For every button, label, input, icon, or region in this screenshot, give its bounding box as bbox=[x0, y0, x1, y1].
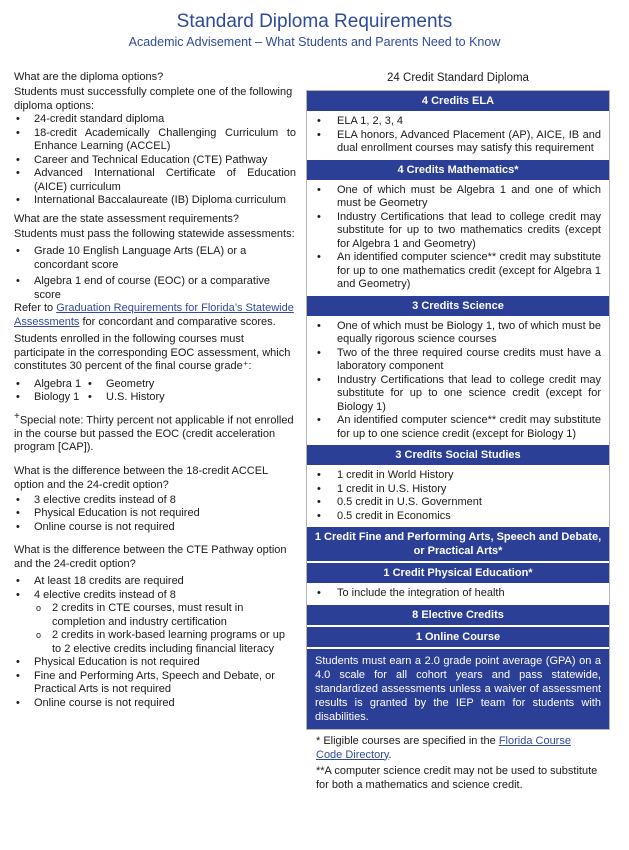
list-item: • Algebra 1 bbox=[14, 378, 86, 392]
list-item: • 24-credit standard diploma bbox=[14, 113, 296, 127]
table-title: 24 Credit Standard Diploma bbox=[387, 72, 529, 84]
science-cell bbox=[307, 316, 609, 446]
requirements-table bbox=[306, 70, 610, 792]
ela-cell bbox=[307, 111, 609, 160]
requirements-box bbox=[306, 90, 610, 730]
science-header: 3 Credits Science bbox=[307, 296, 609, 316]
list-item: • 0.5 credit in Economics bbox=[315, 510, 601, 524]
question-cte-difference: What is the difference between the CTE Pathway option and the 24-credit option? bbox=[14, 544, 287, 571]
online-header: 1 Online Course bbox=[307, 627, 609, 649]
list-item: • Advanced International Certificate of Education (AICE) curriculum bbox=[14, 167, 296, 194]
list-subitem: o 2 credits in CTE courses, must result in completion and industry certification bbox=[14, 602, 296, 629]
question-diploma-options: What are the diploma options? bbox=[14, 71, 164, 83]
footnote-end: . bbox=[388, 748, 392, 761]
special-note bbox=[14, 410, 296, 455]
list-item: • Algebra 1 end of course (EOC) or a comparative score bbox=[14, 275, 296, 302]
eoc-col-1 bbox=[14, 378, 86, 405]
list-item: • One of which must be Biology 1, two of which must be equally rigorous science courses bbox=[315, 320, 601, 347]
paragraph-refer bbox=[14, 302, 296, 329]
list-item: • Industry Certifications that lead to college credit may substitute for up to two mathematics credits (except for Algebra 1 and Geometry) bbox=[315, 211, 601, 252]
question-accel-difference: What is the difference between the 18-credit ACCEL option and the 24-credit option? bbox=[14, 464, 268, 491]
cte-diff-list bbox=[14, 575, 296, 710]
list-item: • Biology 1 bbox=[14, 391, 86, 405]
course-code-directory-link[interactable]: Florida Course Code Directory bbox=[316, 734, 571, 761]
arts-header: 1 Credit Fine and Performing Arts, Speech and Debate, or Practical Arts* bbox=[307, 527, 609, 563]
eoc-col-2 bbox=[86, 378, 206, 405]
social-studies-header: 3 Credits Social Studies bbox=[307, 445, 609, 465]
social-studies-cell bbox=[307, 465, 609, 527]
page-subtitle: Academic Advisement – What Students and Parents Need to Know bbox=[128, 35, 501, 49]
note-mark: + bbox=[14, 410, 20, 422]
list-item: • At least 18 credits are required bbox=[14, 575, 296, 589]
eoc-course-list bbox=[14, 378, 296, 405]
graduation-requirements-link[interactable]: Graduation Requirements for Florida’s Statewide Assessments bbox=[14, 302, 294, 328]
question-state-assessments: What are the state assessment requirements? bbox=[14, 212, 239, 225]
list-item: • Physical Education is not required bbox=[14, 507, 296, 521]
footnote-2: **A computer science credit may not be used to substitute for both a mathematics and science credit. bbox=[316, 764, 598, 791]
note-text: Special note: Thirty percent not applicable if not enrolled in the course but passed the EOC (credit acceleration program [CAP]). bbox=[14, 414, 294, 454]
list-item: • 4 elective credits instead of 8 bbox=[14, 589, 296, 603]
list-item: • Career and Technical Education (CTE) Pathway bbox=[14, 154, 296, 168]
list-item: • Physical Education is not required bbox=[14, 656, 296, 670]
elective-header: 8 Elective Credits bbox=[307, 605, 609, 627]
accel-diff-list bbox=[14, 494, 296, 535]
math-cell bbox=[307, 180, 609, 296]
list-item: • One of which must be Algebra 1 and one of which must be Geometry bbox=[315, 184, 601, 211]
list-item: • Fine and Performing Arts, Speech and Debate, or Practical Arts is not required bbox=[14, 670, 296, 697]
list-item: • ELA honors, Advanced Placement (AP), AICE, IB and dual enrollment courses may satisfy this requirement bbox=[315, 129, 601, 156]
list-subitem: o 2 credits in work-based learning programs or up to 2 elective credits including financial literacy bbox=[14, 629, 296, 656]
paragraph-eoc: Students enrolled in the following courses must participate in the corresponding EOC assessment, which constitutes 30 percent of the final course grade⁺: bbox=[14, 333, 291, 372]
list-item: • An identified computer science** credit may substitute for up to one mathematics credit (except for Algebra 1 and Geometry) bbox=[315, 251, 601, 292]
refer-text: Refer to bbox=[14, 302, 57, 314]
faq-column bbox=[14, 70, 296, 710]
list-item: • ELA 1, 2, 3, 4 bbox=[315, 115, 601, 129]
list-item: • Online course is not required bbox=[14, 521, 296, 535]
gpa-requirement: Students must earn a 2.0 grade point average (GPA) on a 4.0 scale for all cohort years and pass statewide, standardized assessments unless a waiver of assessment results is granted by the IEP team for students with disabilities. bbox=[307, 649, 609, 729]
math-header: 4 Credits Mathematics* bbox=[307, 160, 609, 180]
list-item: • 0.5 credit in U.S. Government bbox=[315, 496, 601, 510]
footnote-text: * Eligible courses are specified in the bbox=[316, 734, 499, 747]
list-item: • Two of the three required course credits must have a laboratory component bbox=[315, 347, 601, 374]
paragraph-assessments-intro: Students must pass the following statewide assessments: bbox=[14, 227, 295, 240]
footnote-1 bbox=[306, 730, 610, 762]
list-item: • Online course is not required bbox=[14, 697, 296, 711]
refer-text-end: for concordant and comparative scores. bbox=[79, 315, 276, 328]
list-item: • 1 credit in U.S. History bbox=[315, 483, 601, 497]
list-item: • To include the integration of health bbox=[315, 587, 601, 601]
page-title: Standard Diploma Requirements bbox=[176, 11, 453, 32]
pe-header: 1 Credit Physical Education* bbox=[307, 563, 609, 583]
diploma-options-list bbox=[14, 113, 296, 208]
pe-cell bbox=[307, 583, 609, 605]
list-item: • 3 elective credits instead of 8 bbox=[14, 494, 296, 508]
list-item: • 18-credit Academically Challenging Curriculum to Enhance Learning (ACCEL) bbox=[14, 127, 296, 154]
assessment-list bbox=[14, 245, 296, 302]
list-item: • Industry Certifications that lead to college credit may substitute for up to one science credit (except for Biology 1) bbox=[315, 374, 601, 415]
ela-header: 4 Credits ELA bbox=[307, 91, 609, 111]
list-item: • Geometry bbox=[86, 378, 206, 392]
list-item: • An identified computer science** credit may substitute for up to one science credit (except for Biology 1) bbox=[315, 414, 601, 441]
page-header bbox=[0, 10, 629, 50]
list-item: • Grade 10 English Language Arts (ELA) or a concordant score bbox=[14, 245, 296, 272]
list-item: • 1 credit in World History bbox=[315, 469, 601, 483]
list-item: • International Baccalaureate (IB) Diploma curriculum bbox=[14, 194, 296, 208]
paragraph-options-intro: Students must successfully complete one of the following diploma options: bbox=[14, 86, 293, 112]
list-item: • U.S. History bbox=[86, 391, 206, 405]
